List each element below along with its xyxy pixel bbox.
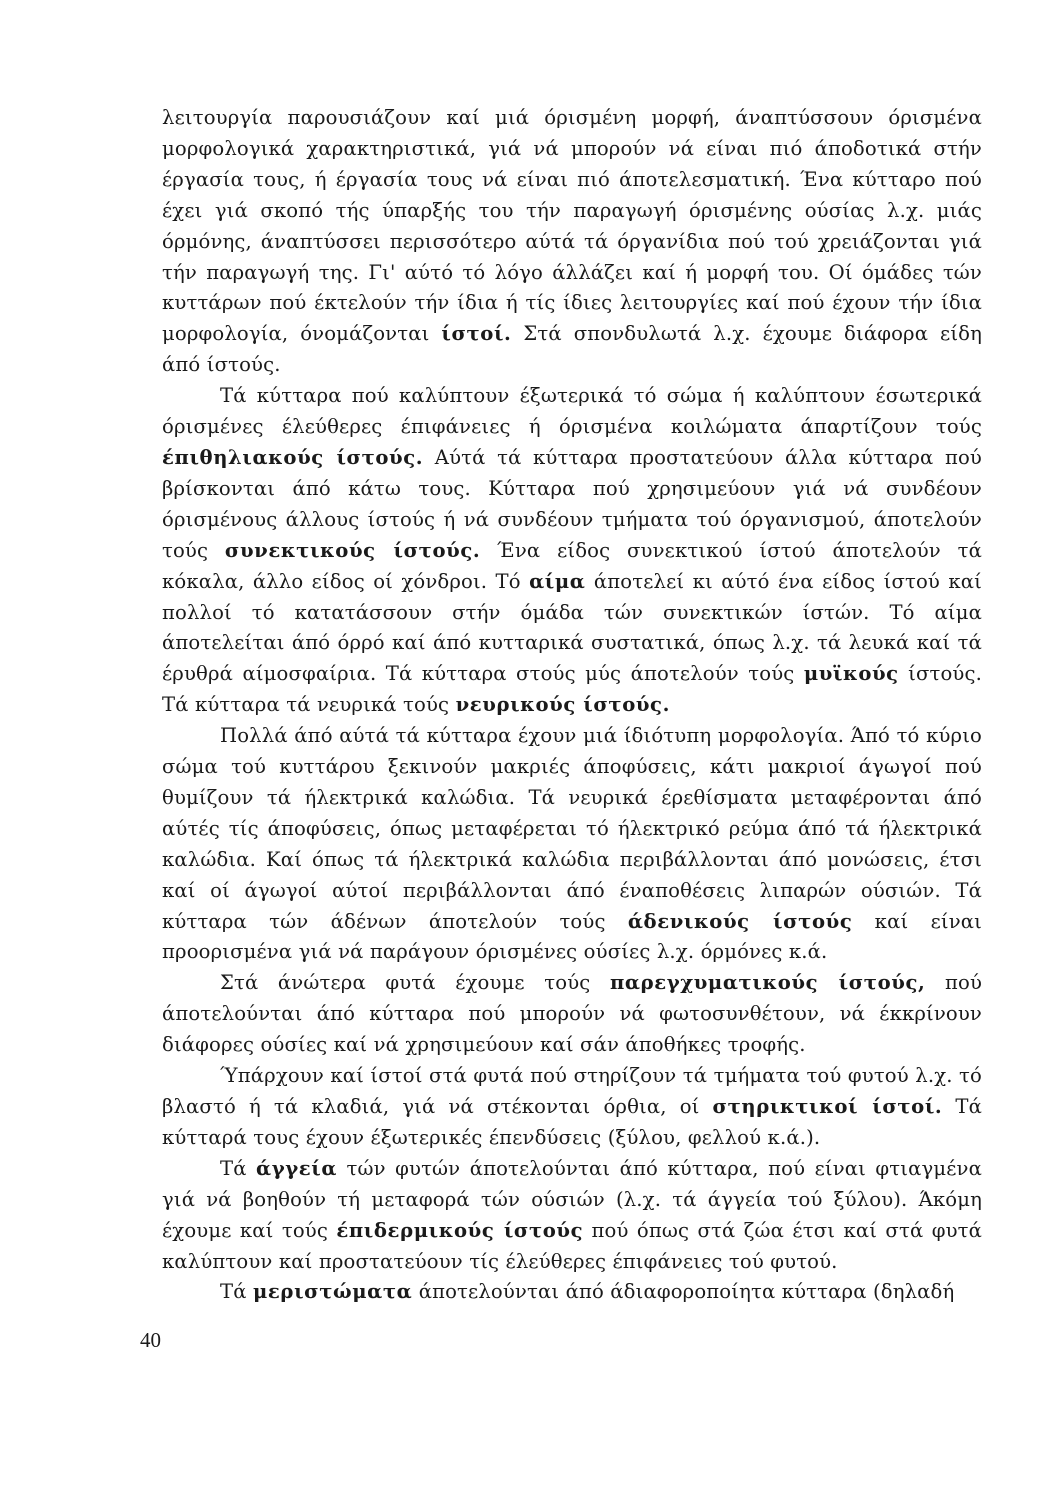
paragraph (162, 1061, 982, 1154)
bold-term: παρεγχυματικούς ίστούς, (609, 971, 926, 995)
paragraph (162, 103, 982, 381)
paragraph (162, 381, 982, 721)
paragraph (162, 721, 982, 968)
text-run: πού όπως στά ζώα έτσι καί στά φυτά καλύπτουν καί προστατεύουν τίς έλεύθερες έπιφάνειες τού φυτού. (162, 1218, 982, 1273)
paragraph (162, 1277, 982, 1308)
bold-term: έπιδερμικούς ίστούς (336, 1218, 584, 1242)
text-run: Στά άνώτερα φυτά έχουμε τούς (220, 971, 610, 995)
text-run: Τά κύτταρα πού καλύπτουν έξωτερικά τό σώμα ή καλύπτουν έσωτερικά όρισμένες έλεύθερες έπιφάνειες ή όρισμένα κοιλώματα άπαρτίζουν τούς (162, 384, 982, 439)
text-run: Στά σπονδυλωτά λ.χ. έχουμε διάφορα είδη άπό ίστούς. (162, 322, 982, 377)
text-run: καί είναι προορισμένα γιά νά παράγουν όρισμένες ούσίες λ.χ. όρμόνες κ.ά. (162, 909, 982, 964)
text-run: τών φυτών άποτελούνται άπό κύτταρα, πού είναι φτιαγμένα γιά νά βοηθούν τή μεταφορά τών ούσιών (λ.χ. τά άγγεία τού ξύλου). Άκόμη έχουμε καί τούς (162, 1156, 982, 1242)
bold-term: μεριστώματα (252, 1280, 413, 1304)
text-run: πού άποτελούνται άπό κύτταρα πού μπορούν νά φωτοσυνθέτουν, νά έκκρίνουν διάφορες ούσίες καί νά χρησιμεύουν καί σάν άποθήκες τροφής. (162, 971, 983, 1057)
bold-term: συνεκτικούς ίστούς. (224, 538, 481, 562)
text-run: Ύπάρχουν καί ίστοί στά φυτά πού στηρίζουν τά τμήματα τού φυτού λ.χ. τό βλαστό ή τά κλαδιά, γιά νά στέκονται όρθια, οί (162, 1064, 982, 1118)
text-run: Τά (220, 1280, 253, 1304)
paragraph (162, 968, 982, 1061)
bold-term: άγγεία (256, 1156, 338, 1180)
bold-term: νευρικούς ίστούς. (455, 693, 671, 717)
page-number: 40 (140, 1328, 161, 1352)
text-run: Αύτά τά κύτταρα προστατεύουν άλλα κύτταρα πού βρίσκονται άπό κάτω τους. Κύτταρα πού χρησιμεύουν γιά νά συνδέουν όρισμένους άλλους ίστούς ή νά συνδέουν τμήματα τού όργανισμού, άποτελούν τούς (162, 445, 982, 562)
paragraph (162, 1154, 982, 1278)
text-run: Ένα είδος συνεκτικού ίστού άποτελούν τά κόκαλα, άλλο είδος οί χόνδροι. Τό (162, 538, 982, 593)
bold-term: άδενικούς ίστούς (627, 909, 853, 933)
text-run: Τά (220, 1156, 257, 1180)
bold-term: έπιθηλιακούς ίστούς. (162, 445, 424, 469)
text-run: άποτελεί κι αύτό ένα είδος ίστού καί πολλοί τό κατατάσσουν στήν όμάδα τών συνεκτικών ίστών. Τό αίμα άποτελείται άπό όρρό καί άπό κυτταρικά συστατικά, όπως λ.χ. τά λευκά καί τά έρυθρά αίμοσφαίρια. Τά κύτταρα στούς μύς άποτελούν τούς (162, 569, 982, 686)
text-run: Τά κύτταρά τους έχουν έξωτερικές έπενδύσεις (ξύλου, φελλού κ.ά.). (162, 1095, 982, 1149)
text-run: άποτελούνται άπό άδιαφοροποίητα κύτταρα (δηλαδή (412, 1280, 955, 1304)
bold-term: μυϊκούς (803, 662, 899, 686)
bold-term: αίμα (529, 569, 586, 593)
text-run: λειτουργία παρουσιάζουν καί μιά όρισμένη μορφή, άναπτύσσουν όρισμένα μορφολογικά χαρακτηριστικά, γιά νά μπορούν νά είναι πιό άποδοτικά στήν έργασία τους, ή έργασία τους νά είναι πιό άποτελεσματική. Ένα κύτταρο πού έχει γιά σκοπό τής ύπαρξής του τήν παραγωγή όρισμένης ούσίας λ.χ. μιάς όρμόνης, άναπτύσσει περισσότερο αύτά τά όργανίδια πού τού χρειάζονται γιά τήν παραγωγή της. Γι' αύτό τό λόγο άλλάζει καί ή μορφή του. Οί όμάδες τών κυττάρων πού έκτελούν τήν ίδια ή τίς ίδιες λειτουργίες καί πού έχουν τήν ίδια μορφολογία, όνομάζονται (162, 106, 982, 346)
text-run: ίστούς. Τά κύτταρα τά νευρικά τούς (162, 662, 982, 717)
text-run: Πολλά άπό αύτά τά κύτταρα έχουν μιά ίδιότυπη μορφολογία. Άπό τό κύριο σώμα τού κυττάρου ξεκινούν μακριές άποφύσεις, κάτι μακριοί άγωγοί πού θυμίζουν τά ήλεκτρικά καλώδια. Τά νευρικά έρεθίσματα μεταφέρονται άπό αύτές τίς άποφύσεις, όπως μεταφέρεται τό ήλεκτρικό ρεύμα άπό τά ήλεκτρικά καλώδια. Καί όπως τά ήλεκτρικά καλώδια περιβάλλονται άπό μονώσεις, έτσι καί οί άγωγοί αύτοί περιβάλλονται άπό έναποθέσεις λιπαρών ούσιών. Τά κύτταρα τών άδένων άποτελούν τούς (162, 724, 982, 933)
bold-term: ίστοί. (441, 322, 512, 346)
page-body (162, 103, 982, 1308)
bold-term: στηρικτικοί ίστοί. (712, 1095, 943, 1118)
